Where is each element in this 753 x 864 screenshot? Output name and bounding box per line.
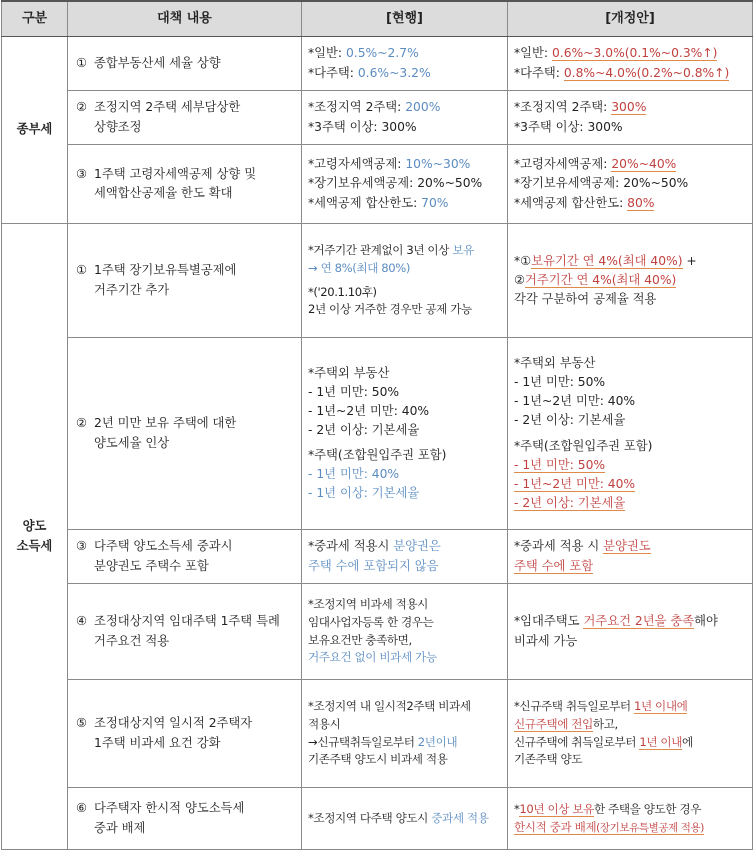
current-text: - 1년 미만: 50% <box>308 384 400 399</box>
revised-line <box>514 751 746 769</box>
revised-text: *① <box>514 253 532 268</box>
current-line <box>308 557 501 576</box>
current-text: 0.6%~3.2% <box>357 65 431 80</box>
measure-cell <box>68 145 302 224</box>
current-text: 보유요건만 충족하면, <box>308 632 412 647</box>
current-line <box>308 118 501 137</box>
current-line <box>308 44 501 63</box>
current-line <box>308 194 501 213</box>
revised-text: - 2년 이상: 기본세율 <box>514 413 626 428</box>
current-line <box>308 716 501 734</box>
revised-line <box>514 174 746 193</box>
current-line <box>308 698 501 716</box>
table-row <box>2 530 753 584</box>
revised-line <box>514 494 746 513</box>
current-text: 임대사업자등록 한 경우는 <box>308 614 434 629</box>
current-text: 보유 <box>452 242 474 257</box>
tax-policy-comparison-table <box>1 0 753 850</box>
table-row <box>2 145 753 224</box>
current-text: *다주택: <box>308 65 358 80</box>
current-line <box>308 402 501 421</box>
current-text: - 2년 이상: 기본세율 <box>308 422 420 437</box>
revised-cell <box>508 37 753 91</box>
current-cell <box>302 91 508 145</box>
measure-cell <box>68 788 302 850</box>
revised-text: *조정지역 2주택: <box>514 100 612 115</box>
current-line <box>308 98 501 117</box>
measure-cell <box>68 224 302 338</box>
revised-line <box>514 557 746 576</box>
revised-text: 20%~40% <box>611 157 677 172</box>
current-text: *주택(조합원입주권 포함) <box>308 448 447 463</box>
current-line <box>308 421 501 440</box>
current-text: 2년이내 <box>417 734 458 749</box>
current-text: 70% <box>421 195 449 210</box>
revised-text: *다주택: <box>514 65 564 80</box>
current-line <box>308 484 501 503</box>
current-line <box>308 364 501 383</box>
revised-line <box>514 716 746 734</box>
measure-text: 종합부동산세 세율 상향 <box>94 55 221 70</box>
revised-text: *고령자세액공제: <box>514 157 612 172</box>
measure-text: 조정지역 2주택 세부담상한 <box>94 100 241 115</box>
revised-text: 거주기간 연 4%(최대 40%) <box>525 272 677 287</box>
measure-text: 1주택 고령자세액공제 상향 및 <box>94 166 257 181</box>
revised-text: 0.8%~4.0%(0.2%~0.8%↑) <box>563 65 730 80</box>
revised-cell <box>508 338 753 530</box>
revised-cell <box>508 145 753 224</box>
current-cell <box>302 37 508 91</box>
revised-line <box>514 537 746 556</box>
current-line <box>308 649 501 667</box>
revised-line <box>514 373 746 392</box>
revised-line <box>514 194 746 213</box>
current-text: - 1년 이상: 기본세율 <box>308 486 420 501</box>
revised-line <box>514 290 746 309</box>
current-text: *조정지역 비과세 적용시 <box>308 596 428 611</box>
revised-text: 해야 <box>694 614 718 629</box>
header-revised: [개정안] <box>508 1 753 37</box>
revised-line <box>514 392 746 411</box>
revised-text: 한시적 중과 배제 <box>514 819 597 834</box>
category-jongbu: 종부세 <box>2 37 68 224</box>
current-text: *거주기간 관계없이 3년 이상 <box>308 242 453 257</box>
current-cell <box>302 788 508 850</box>
table-row <box>2 584 753 680</box>
measure-text: 거주기간 추가 <box>94 282 170 297</box>
current-line <box>308 155 501 174</box>
revised-text: *3주택 이상: 300% <box>514 119 623 134</box>
current-line <box>308 614 501 632</box>
revised-line <box>514 98 746 117</box>
table-row <box>2 37 753 91</box>
current-text: 적용시 <box>308 716 341 731</box>
revised-cell <box>508 584 753 680</box>
current-text: 기존주택 양도시 비과세 적용 <box>308 752 448 767</box>
measure-number: ④ <box>76 614 88 629</box>
measure-cell <box>68 680 302 788</box>
current-text: - 1년 미만: 40% <box>308 467 400 482</box>
current-text: *('20.1.10후) <box>308 284 377 299</box>
revised-text: 하고, <box>592 716 618 731</box>
measure-text: 조정대상지역 일시적 2주택자 <box>94 716 253 731</box>
revised-line <box>514 411 746 430</box>
revised-text: 10년 이상 보유 <box>519 801 594 816</box>
revised-text: - 1년 미만: 50% <box>514 457 606 472</box>
current-text: *조정지역 내 일시적2주택 비과세 <box>308 698 471 713</box>
current-text: 10%~30% <box>405 157 471 172</box>
header-current: [현행] <box>302 1 508 37</box>
current-line <box>308 64 501 83</box>
current-line <box>308 734 501 752</box>
measure-number: ① <box>76 55 88 70</box>
revised-line <box>514 44 746 63</box>
table-header-row <box>2 1 753 37</box>
table-row <box>2 338 753 530</box>
current-cell <box>302 338 508 530</box>
revised-text: * <box>514 801 520 816</box>
current-text: *3주택 이상: 300% <box>308 119 417 134</box>
measure-text: 2년 미만 보유 주택에 대한 <box>94 416 237 431</box>
measure-number: ⑤ <box>76 716 88 731</box>
revised-text: 0.6%~3.0%(0.1%~0.3%↑) <box>551 46 718 61</box>
current-line <box>308 751 501 769</box>
revised-text: (장기보유특별공제 적용) <box>596 821 704 834</box>
current-line <box>308 383 501 402</box>
measure-number: ② <box>76 100 88 115</box>
measure-cell <box>68 530 302 584</box>
revised-text: ② <box>514 272 526 287</box>
measure-text: 중과 배제 <box>94 820 146 835</box>
revised-cell <box>508 91 753 145</box>
revised-text: 비과세 가능 <box>514 633 578 648</box>
revised-line <box>514 801 746 819</box>
revised-line <box>514 271 746 290</box>
category-yangdo-line1: 양도 <box>22 519 47 534</box>
table-row <box>2 680 753 788</box>
measure-text: 양도세율 인상 <box>94 435 170 450</box>
revised-line <box>514 698 746 716</box>
current-line <box>308 301 501 319</box>
revised-text: *일반: <box>514 46 552 61</box>
measure-number: ⑥ <box>76 801 88 816</box>
category-yangdo <box>2 224 68 850</box>
measure-cell <box>68 37 302 91</box>
table-row <box>2 788 753 850</box>
current-line <box>308 446 501 465</box>
revised-line <box>514 475 746 494</box>
current-text: 200% <box>405 100 441 115</box>
revised-line <box>514 354 746 373</box>
current-text: *고령자세액공제: <box>308 157 406 172</box>
current-cell <box>302 680 508 788</box>
measure-text: 조정대상지역 임대주택 1주택 특례 <box>94 614 280 629</box>
current-text: 분양권은 <box>393 539 441 554</box>
current-text: *조정지역 2주택: <box>308 100 406 115</box>
current-text: → 연 8%(최대 80%) <box>308 260 410 275</box>
revised-text: 1년 이내 <box>639 734 683 749</box>
revised-text: *임대주택도 <box>514 614 584 629</box>
revised-text: 각각 구분하여 공제율 적용 <box>514 292 657 307</box>
table-row <box>2 91 753 145</box>
revised-text: *세액공제 합산한도: <box>514 195 628 210</box>
current-text: *세액공제 합산한도: <box>308 195 422 210</box>
revised-text: *신규주택 취득일로부터 <box>514 698 634 713</box>
current-text: 주택 수에 포함되지 않음 <box>308 558 439 573</box>
current-line <box>308 284 501 302</box>
revised-text: 거주요건 2년을 충족 <box>583 614 695 629</box>
revised-text: 주택 수에 포함 <box>514 558 594 573</box>
current-line <box>308 174 501 193</box>
current-text: 2년 이상 거주한 경우만 공제 가능 <box>308 302 472 317</box>
measure-text: 상향조정 <box>94 119 142 134</box>
current-text: *주택외 부동산 <box>308 365 390 380</box>
revised-text: 보유기간 연 4%(최대 40%) <box>531 253 683 268</box>
header-category: 구분 <box>2 1 68 37</box>
measure-text: 1주택 장기보유특별공제에 <box>94 263 237 278</box>
revised-text: 1년 이내에 <box>633 698 688 713</box>
revised-text: 신규주택에 전입 <box>514 716 593 731</box>
revised-cell <box>508 680 753 788</box>
revised-line <box>514 437 746 456</box>
measure-cell <box>68 584 302 680</box>
revised-line <box>514 118 746 137</box>
revised-text: 80% <box>627 195 655 210</box>
measure-text: 다주택자 한시적 양도소득세 <box>94 801 245 816</box>
current-line <box>308 260 501 278</box>
revised-line <box>514 155 746 174</box>
revised-text: 에 <box>682 734 693 749</box>
measure-text: 분양권도 주택수 포함 <box>94 558 209 573</box>
header-measure: 대책 내용 <box>68 1 302 37</box>
current-line <box>308 596 501 614</box>
current-text: 0.5%~2.7% <box>345 46 419 61</box>
current-text: - 1년~2년 미만: 40% <box>308 403 430 418</box>
revised-line <box>514 734 746 752</box>
revised-text: 분양권도 <box>603 539 651 554</box>
table-row <box>2 224 753 338</box>
revised-text: + <box>682 253 697 268</box>
revised-text: *주택(조합원입주권 포함) <box>514 438 653 453</box>
revised-line <box>514 64 746 83</box>
current-cell <box>302 530 508 584</box>
measure-number: ③ <box>76 166 88 181</box>
current-text: *일반: <box>308 46 346 61</box>
measure-number: ① <box>76 263 88 278</box>
current-text: *조정지역 다주택 양도시 <box>308 810 432 825</box>
current-line <box>308 242 501 260</box>
measure-number: ② <box>76 416 88 431</box>
current-text: 거주요건 없이 비과세 가능 <box>308 650 437 665</box>
revised-cell <box>508 224 753 338</box>
revised-text: *주택외 부동산 <box>514 356 596 371</box>
current-text: →신규택취득일로부터 <box>308 734 418 749</box>
revised-line <box>514 612 746 631</box>
revised-line <box>514 632 746 651</box>
current-cell <box>302 224 508 338</box>
current-line <box>308 810 501 828</box>
measure-number: ③ <box>76 539 88 554</box>
current-text: *장기보유세액공제: 20%~50% <box>308 176 483 191</box>
revised-line <box>514 819 746 837</box>
measure-text: 세액합산공제율 한도 확대 <box>94 186 233 200</box>
measure-text: 거주요건 적용 <box>94 633 170 648</box>
revised-cell <box>508 530 753 584</box>
revised-text: - 2년 이상: 기본세율 <box>514 495 626 510</box>
revised-text: - 1년~2년 미만: 40% <box>514 476 636 491</box>
measure-text: 다주택 양도소득세 중과시 <box>94 539 233 554</box>
current-text: *중과세 적용시 <box>308 539 394 554</box>
measure-cell <box>68 338 302 530</box>
measure-cell <box>68 91 302 145</box>
current-text: 중과세 적용 <box>431 810 489 825</box>
current-cell <box>302 145 508 224</box>
revised-text: 한 주택을 양도한 경우 <box>593 801 701 816</box>
current-line <box>308 465 501 484</box>
current-line <box>308 537 501 556</box>
revised-line <box>514 252 746 271</box>
category-yangdo-line2: 소득세 <box>16 538 53 553</box>
revised-text: - 1년 미만: 50% <box>514 375 606 390</box>
revised-line <box>514 456 746 475</box>
revised-text: *장기보유세액공제: 20%~50% <box>514 176 689 191</box>
current-line <box>308 632 501 650</box>
measure-text: 1주택 비과세 요건 강화 <box>94 735 221 750</box>
revised-text: 300% <box>611 100 647 115</box>
current-cell <box>302 584 508 680</box>
revised-cell <box>508 788 753 850</box>
revised-text: *중과세 적용 시 <box>514 539 604 554</box>
revised-text: - 1년~2년 미만: 40% <box>514 394 636 409</box>
revised-text: 기존주택 양도 <box>514 752 583 767</box>
revised-text: 신규주택에 취득일로부터 <box>514 734 640 749</box>
